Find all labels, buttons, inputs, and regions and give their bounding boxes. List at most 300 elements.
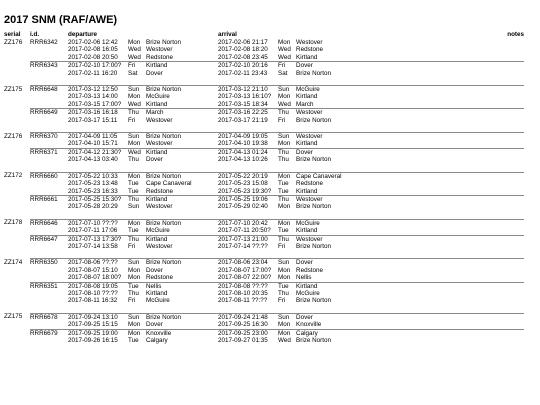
- cell-departure-time: 2017-08-07 15:10: [68, 266, 118, 274]
- cell-arrival-day: Mon: [278, 219, 296, 227]
- cell-arrival-place: Kirtland: [296, 93, 318, 101]
- cell-serial: [4, 70, 30, 77]
- cell-serial: [4, 109, 30, 117]
- cell-arrival-time: 2017-02-06 21:17: [218, 39, 268, 46]
- cell-departure-day: Wed: [128, 53, 141, 61]
- cell-id: [30, 46, 68, 53]
- cell-id: RRR6648: [30, 86, 68, 94]
- cell-id: [30, 54, 68, 62]
- cell-departure-place: Dover: [146, 321, 163, 329]
- cell-serial: [4, 101, 30, 109]
- cell-departure-time: 2017-03-12 12:50: [68, 86, 128, 94]
- cell-arrival-day: Mon: [278, 266, 291, 274]
- cell-id: RRR6646: [30, 219, 68, 227]
- cell-id: RRR6370: [30, 133, 68, 141]
- cell-arrival-place: Westover: [296, 195, 374, 203]
- table-row: [4, 282, 524, 290]
- cell-notes: [374, 219, 524, 227]
- table-row: [4, 117, 524, 124]
- cell-departure-time: 2017-07-10 ??:??: [68, 219, 128, 227]
- table-row: [4, 188, 524, 196]
- cell-notes: [374, 329, 524, 337]
- cell-serial: [4, 148, 30, 156]
- cell-arrival-time: 2017-07-11 20:50?: [218, 227, 271, 235]
- cell-serial: [4, 235, 30, 243]
- cell-serial: [4, 321, 30, 329]
- cell-id: [30, 156, 68, 163]
- cell-arrival-day: Mon: [278, 274, 291, 282]
- cell-arrival-day: Mon: [278, 321, 291, 329]
- cell-arrival-time: 2017-03-15 18:34: [218, 100, 268, 108]
- cell-departure-day: Wed: [128, 100, 141, 108]
- cell-arrival-day: Thu: [278, 156, 289, 164]
- cell-id: RRR6679: [30, 329, 68, 337]
- cell-departure-time: 2017-04-09 11:05: [68, 133, 128, 141]
- cell-departure-day: Mon: [128, 219, 146, 227]
- table-header-row: [4, 31, 524, 39]
- cell-departure-time: 2017-08-11 16:32: [68, 297, 118, 305]
- cell-arrival-day: Wed: [278, 337, 291, 344]
- table-row: [4, 62, 524, 70]
- cell-notes: [374, 172, 524, 180]
- cell-id: RRR6342: [30, 39, 58, 46]
- cell-arrival-place: Nellis: [296, 274, 312, 282]
- cell-id: RRR6351: [30, 282, 68, 290]
- table-row: [4, 86, 524, 94]
- cell-notes: [374, 203, 524, 210]
- cell-arrival-time: 2017-03-12 21:10: [218, 86, 278, 94]
- cell-arrival-place: Brize Norton: [296, 69, 332, 77]
- cell-arrival-place: Cape Canaveral: [296, 172, 374, 180]
- cell-departure-day: Thu: [128, 289, 139, 297]
- cell-id: [30, 297, 68, 304]
- cell-serial: [4, 227, 30, 235]
- cell-arrival-time: 2017-03-13 16:10?: [218, 93, 272, 101]
- cell-departure-place: Kirtland: [146, 235, 218, 243]
- table-row: [4, 93, 524, 100]
- cell-arrival-place: Kirtland: [296, 227, 318, 235]
- cell-notes: [374, 227, 524, 235]
- cell-departure-time: 2017-07-13 17:30?: [68, 235, 128, 243]
- cell-departure-day: Tue: [128, 187, 139, 195]
- table-row: [4, 195, 524, 203]
- cell-arrival-day: Mon: [278, 203, 291, 211]
- cell-departure-time: 2017-05-25 15:30?: [68, 195, 128, 203]
- cell-serial: [4, 180, 30, 187]
- cell-departure-day: Mon: [128, 321, 141, 329]
- cell-departure-time: 2017-09-24 13:10: [68, 313, 128, 321]
- cell-id: [30, 243, 68, 250]
- cell-arrival-day: Tue: [278, 227, 289, 235]
- cell-departure-place: McGuire: [146, 93, 170, 101]
- cell-arrival-place: Brize Norton: [296, 203, 332, 211]
- table-row: [4, 180, 524, 187]
- cell-arrival-day: Thu: [278, 235, 296, 243]
- cell-serial: ZZ178: [4, 219, 23, 227]
- cell-departure-day: Tue: [128, 337, 139, 344]
- cell-arrival-time: 2017-05-23 15:08: [218, 180, 268, 188]
- cell-departure-place: Dover: [146, 156, 163, 164]
- cell-serial: [4, 203, 30, 210]
- cell-arrival-day: Fri: [278, 116, 286, 124]
- cell-departure-place: Cape Canaveral: [146, 180, 192, 188]
- group-spacer: [4, 164, 524, 173]
- cell-id: [30, 227, 68, 235]
- cell-arrival-time: 2017-09-24 21:48: [218, 313, 278, 321]
- cell-notes: [374, 70, 524, 77]
- cell-arrival-place: Brize Norton: [296, 337, 332, 344]
- cell-departure-place: Westover: [146, 203, 173, 211]
- cell-departure-time: 2017-07-11 17:06: [68, 227, 118, 235]
- cell-id: RRR6660: [30, 172, 68, 180]
- page-title: 2017 SNM (RAF/AWE): [4, 14, 118, 26]
- cell-notes: [374, 337, 524, 344]
- cell-departure-place: Westover: [146, 116, 173, 124]
- cell-notes: [374, 195, 524, 203]
- flights-table: [4, 31, 524, 344]
- cell-arrival-place: Kirtland: [296, 187, 318, 195]
- cell-id: RRR6343: [30, 62, 68, 70]
- cell-departure-day: Sun: [128, 313, 146, 321]
- cell-serial: [4, 93, 30, 100]
- cell-arrival-time: 2017-08-08 ??:??: [218, 282, 278, 290]
- cell-departure-time: 2017-05-28 20:29: [68, 203, 118, 211]
- cell-arrival-place: McGuire: [296, 86, 374, 94]
- cell-departure-day: Mon: [128, 93, 141, 101]
- cell-arrival-day: Thu: [278, 195, 296, 203]
- cell-departure-time: 2017-03-13 14:00: [68, 93, 118, 101]
- header-serial: serial: [4, 31, 21, 39]
- cell-departure-place: Kirtland: [146, 148, 218, 156]
- cell-departure-place: Nellis: [146, 282, 218, 290]
- cell-arrival-day: Mon: [278, 39, 291, 46]
- cell-departure-place: Westover: [146, 242, 173, 250]
- cell-id: [30, 180, 68, 187]
- cell-departure-day: Thu: [128, 195, 146, 203]
- cell-departure-day: Thu: [128, 109, 146, 117]
- cell-serial: ZZ175: [4, 85, 23, 93]
- group-spacer: [4, 124, 524, 133]
- cell-id: RRR6678: [30, 313, 68, 321]
- cell-arrival-day: Sun: [278, 133, 296, 141]
- cell-notes: [374, 54, 524, 62]
- cell-id: [30, 267, 68, 274]
- cell-serial: [4, 46, 30, 53]
- cell-arrival-place: Dover: [296, 148, 374, 156]
- cell-arrival-day: Mon: [278, 140, 291, 148]
- cell-notes: [374, 117, 524, 124]
- cell-departure-day: Sun: [128, 203, 140, 211]
- cell-arrival-time: 2017-07-13 21:00: [218, 235, 278, 243]
- cell-notes: [374, 39, 524, 46]
- cell-departure-place: Brize Norton: [146, 313, 218, 321]
- cell-serial: ZZ172: [4, 172, 23, 180]
- cell-notes: [374, 235, 524, 243]
- cell-arrival-day: Thu: [278, 289, 289, 297]
- cell-serial: [4, 267, 30, 274]
- cell-departure-place: Kirtland: [146, 195, 218, 203]
- table-row: [4, 267, 524, 274]
- cell-serial: [4, 62, 30, 70]
- cell-departure-place: Westover: [146, 46, 173, 54]
- cell-serial: [4, 290, 30, 297]
- cell-departure-day: Tue: [128, 282, 146, 290]
- cell-serial: [4, 54, 30, 62]
- cell-notes: [374, 313, 524, 321]
- table-row: [4, 321, 524, 329]
- cell-departure-time: 2017-05-22 10:33: [68, 172, 128, 180]
- cell-departure-time: 2017-08-10 ??:??: [68, 289, 118, 297]
- cell-id: [30, 290, 68, 297]
- cell-arrival-place: Dover: [296, 62, 374, 70]
- cell-id: [30, 70, 68, 77]
- cell-arrival-time: 2017-08-06 23:04: [218, 259, 278, 267]
- cell-arrival-time: 2017-09-25 16:30: [218, 321, 268, 329]
- cell-departure-place: Redstone: [146, 274, 173, 282]
- cell-departure-day: Thu: [128, 235, 146, 243]
- cell-departure-place: Brize Norton: [146, 259, 218, 267]
- cell-arrival-day: Thu: [278, 109, 296, 117]
- cell-departure-time: 2017-02-06 12:42: [68, 39, 118, 46]
- cell-departure-place: Kirtland: [146, 62, 218, 70]
- cell-notes: [374, 133, 524, 141]
- cell-departure-day: Tue: [128, 227, 139, 235]
- cell-departure-place: McGuire: [146, 297, 170, 305]
- cell-departure-day: Mon: [128, 329, 146, 337]
- cell-arrival-time: 2017-07-10 20:42: [218, 219, 278, 227]
- cell-departure-day: Sun: [128, 133, 146, 141]
- cell-id: [30, 203, 68, 210]
- cell-serial: [4, 337, 30, 344]
- cell-arrival-place: March: [296, 100, 314, 108]
- cell-departure-place: Kirtland: [146, 100, 168, 108]
- cell-serial: ZZ174: [4, 258, 23, 266]
- cell-id: RRR6647: [30, 235, 68, 243]
- table-row: [4, 329, 524, 337]
- cell-notes: [374, 93, 524, 100]
- cell-notes: [374, 86, 524, 94]
- cell-id: RRR6661: [30, 195, 68, 203]
- cell-arrival-place: Redstone: [296, 266, 323, 274]
- table-row: [4, 101, 524, 109]
- cell-arrival-place: Dover: [296, 313, 374, 321]
- cell-departure-place: Brize Norton: [146, 172, 218, 180]
- table-row: [4, 337, 524, 344]
- cell-notes: [374, 321, 524, 329]
- cell-id: [30, 337, 68, 344]
- cell-notes: [374, 156, 524, 163]
- cell-departure-time: 2017-02-08 20:50: [68, 53, 118, 61]
- cell-id: RRR6649: [30, 109, 68, 117]
- cell-departure-time: 2017-04-10 15:71: [68, 140, 118, 148]
- cell-arrival-time: 2017-02-10 20:16: [218, 62, 278, 70]
- table-row: [4, 243, 524, 250]
- cell-arrival-time: 2017-03-17 21:19: [218, 116, 268, 124]
- cell-departure-place: Dover: [146, 69, 163, 77]
- cell-arrival-place: Westover: [296, 235, 374, 243]
- cell-notes: [374, 267, 524, 274]
- cell-departure-time: 2017-05-23 13:48: [68, 180, 118, 188]
- cell-departure-day: Tue: [128, 180, 139, 188]
- cell-arrival-place: Brize Norton: [296, 116, 332, 124]
- cell-arrival-day: Sun: [278, 259, 296, 267]
- cell-departure-day: Mon: [128, 266, 141, 274]
- cell-departure-day: Fri: [128, 297, 136, 305]
- cell-arrival-time: 2017-04-13 01:24: [218, 148, 278, 156]
- cell-departure-place: McGuire: [146, 227, 170, 235]
- table-row: [4, 290, 524, 297]
- cell-departure-day: Sun: [128, 259, 146, 267]
- cell-arrival-place: Westover: [296, 133, 374, 141]
- cell-serial: ZZ175: [4, 313, 23, 321]
- cell-departure-day: Wed: [128, 148, 146, 156]
- cell-arrival-time: 2017-08-07 22:00?: [218, 274, 272, 282]
- table-row: [4, 133, 524, 141]
- cell-arrival-time: 2017-04-13 10:26: [218, 156, 268, 164]
- cell-notes: [374, 274, 524, 282]
- cell-notes: [374, 243, 524, 250]
- cell-notes: [374, 46, 524, 53]
- cell-serial: [4, 140, 30, 148]
- cell-arrival-place: Brize Norton: [296, 242, 332, 250]
- cell-departure-time: 2017-07-14 13:58: [68, 242, 118, 250]
- cell-arrival-place: Westover: [296, 109, 374, 117]
- cell-id: [30, 188, 68, 196]
- group-spacer: [4, 305, 524, 314]
- cell-arrival-time: 2017-08-11 ??:??: [218, 297, 268, 305]
- cell-departure-place: Brize Norton: [146, 39, 181, 46]
- cell-departure-day: Mon: [128, 140, 141, 148]
- cell-arrival-time: 2017-02-08 18:20: [218, 46, 268, 54]
- cell-arrival-time: 2017-07-14 ??:??: [218, 242, 268, 250]
- cell-arrival-day: Fri: [278, 297, 286, 305]
- cell-serial: ZZ176: [4, 132, 23, 140]
- cell-departure-time: 2017-08-08 19:05: [68, 282, 128, 290]
- cell-arrival-day: Wed: [278, 53, 291, 61]
- cell-arrival-time: 2017-05-23 19:30?: [218, 187, 272, 195]
- cell-departure-time: 2017-02-11 16:20: [68, 69, 118, 77]
- cell-arrival-time: 2017-08-10 20:35: [218, 289, 268, 297]
- header-arrival: arrival: [218, 31, 237, 39]
- cell-serial: [4, 156, 30, 163]
- cell-arrival-time: 2017-02-08 23:45: [218, 53, 268, 61]
- table-row: [4, 54, 524, 62]
- cell-notes: [374, 188, 524, 196]
- cell-arrival-day: Tue: [278, 180, 289, 188]
- cell-arrival-time: 2017-02-11 23:43: [218, 69, 268, 77]
- cell-departure-day: Fri: [128, 62, 146, 70]
- cell-arrival-day: Thu: [278, 148, 296, 156]
- cell-arrival-day: Mon: [278, 329, 296, 337]
- cell-departure-time: 2017-05-23 16:33: [68, 187, 118, 195]
- table-row: [4, 156, 524, 163]
- cell-id: [30, 101, 68, 109]
- cell-arrival-place: Knoxville: [296, 321, 322, 329]
- header-id: i.d.: [30, 31, 40, 39]
- group-spacer: [4, 211, 524, 220]
- cell-arrival-place: Redstone: [296, 180, 323, 188]
- cell-serial: [4, 195, 30, 203]
- cell-id: [30, 321, 68, 329]
- cell-id: RRR6350: [30, 259, 68, 267]
- cell-departure-place: Redstone: [146, 187, 173, 195]
- cell-id: [30, 140, 68, 148]
- cell-departure-place: Brize Norton: [146, 86, 218, 94]
- cell-id: [30, 117, 68, 124]
- cell-arrival-place: Westover: [296, 39, 323, 46]
- group-spacer: [4, 77, 524, 86]
- cell-departure-time: 2017-02-10 17:00?: [68, 62, 128, 70]
- cell-departure-time: 2017-09-25 15:15: [68, 321, 118, 329]
- table-row: [4, 172, 524, 180]
- cell-departure-place: March: [146, 109, 218, 117]
- cell-departure-place: Kirtland: [146, 289, 168, 297]
- table-row: [4, 109, 524, 117]
- cell-departure-day: Fri: [128, 242, 136, 250]
- cell-arrival-place: Dover: [296, 259, 374, 267]
- cell-serial: [4, 274, 30, 282]
- cell-arrival-place: Redstone: [296, 46, 323, 54]
- cell-id: [30, 274, 68, 282]
- table-row: [4, 203, 524, 210]
- cell-departure-place: Westover: [146, 140, 173, 148]
- cell-arrival-day: Fri: [278, 242, 286, 250]
- cell-notes: [374, 282, 524, 290]
- cell-departure-place: Redstone: [146, 53, 173, 61]
- cell-notes: [374, 259, 524, 267]
- table-row: [4, 297, 524, 304]
- cell-departure-time: 2017-03-17 15:11: [68, 116, 118, 124]
- cell-notes: [374, 297, 524, 304]
- cell-arrival-time: 2017-05-22 20:19: [218, 172, 278, 180]
- cell-serial: [4, 188, 30, 196]
- cell-arrival-day: Sat: [278, 69, 288, 77]
- cell-serial: [4, 297, 30, 304]
- cell-notes: [374, 101, 524, 109]
- cell-departure-time: 2017-04-12 21:30?: [68, 148, 128, 156]
- cell-departure-day: Fri: [128, 116, 136, 124]
- table-row: [4, 219, 524, 227]
- cell-departure-place: Calgary: [146, 337, 168, 344]
- cell-arrival-time: 2017-09-25 23:00: [218, 329, 278, 337]
- cell-arrival-time: 2017-04-10 19:38: [218, 140, 268, 148]
- cell-departure-place: Dover: [146, 266, 163, 274]
- header-departure: departure: [68, 31, 98, 39]
- cell-serial: [4, 117, 30, 124]
- cell-arrival-day: Mon: [278, 93, 291, 101]
- table-row: [4, 140, 524, 148]
- table-row: [4, 227, 524, 235]
- cell-departure-day: Sun: [128, 86, 146, 94]
- cell-serial: ZZ176: [4, 39, 23, 46]
- table-row: [4, 148, 524, 156]
- cell-arrival-day: Mon: [278, 172, 296, 180]
- cell-notes: [374, 290, 524, 297]
- cell-departure-time: 2017-08-06 ??:??: [68, 259, 128, 267]
- table-row: [4, 39, 524, 46]
- cell-arrival-place: Calgary: [296, 329, 374, 337]
- table-row: [4, 235, 524, 243]
- cell-arrival-place: McGuire: [296, 289, 320, 297]
- table-row: [4, 274, 524, 282]
- group-spacer: [4, 250, 524, 259]
- cell-id: [30, 93, 68, 100]
- cell-arrival-place: McGuire: [296, 219, 374, 227]
- cell-departure-time: 2017-02-08 16:05: [68, 46, 118, 54]
- cell-arrival-place: Brize Norton: [296, 297, 332, 305]
- cell-arrival-day: Wed: [278, 100, 291, 108]
- cell-notes: [374, 109, 524, 117]
